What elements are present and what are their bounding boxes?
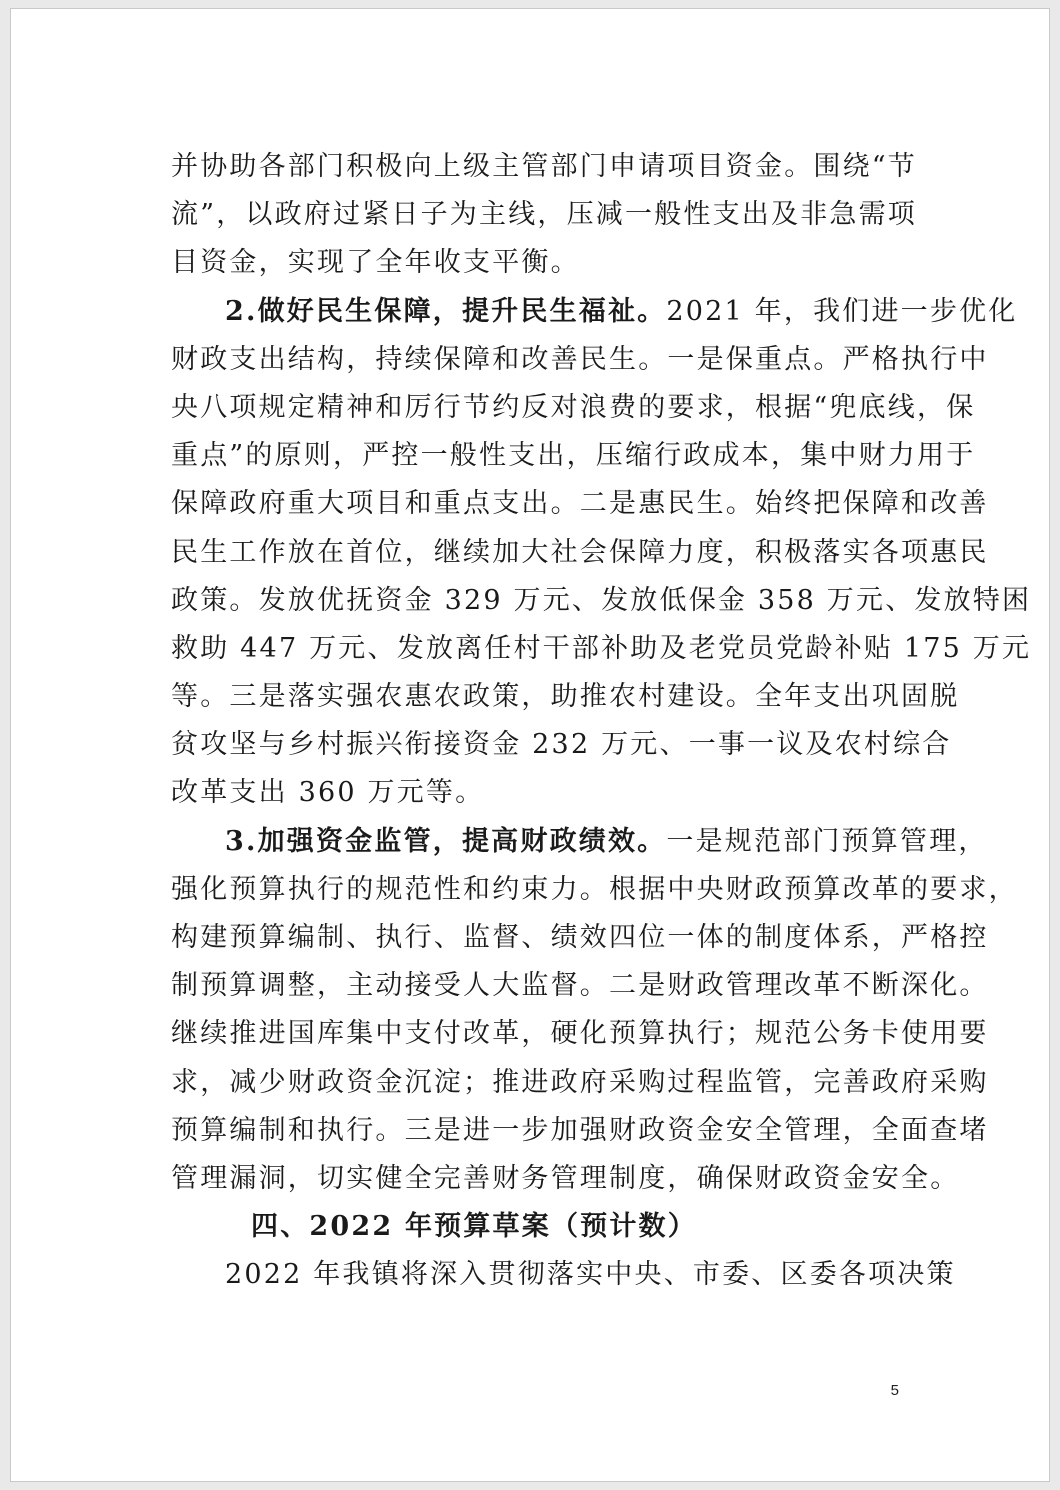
paragraph-line: 政策。发放优抚资金 329 万元、发放低保金 358 万元、发放特困 <box>171 584 1032 616</box>
body-text <box>171 143 1032 1300</box>
section-3-first-line <box>171 818 988 866</box>
paragraph-line: 贫攻坚与乡村振兴衔接资金 232 万元、一事一议及农村综合 <box>171 729 952 761</box>
paragraph-line: 并协助各部门积极向上级主管部门申请项目资金。围绕“节 <box>171 151 918 182</box>
paragraph-line: 央八项规定精神和厉行节约反对浪费的要求，根据“兜底线，保 <box>171 391 976 423</box>
page-number: 5 <box>890 1382 899 1399</box>
paragraph-line: 管理漏洞，切实健全完善财务管理制度，确保财政资金安全。 <box>171 1162 960 1194</box>
paragraph-line: 求，减少财政资金沉淀；推进政府采购过程监管，完善政府采购 <box>171 1066 989 1098</box>
section-4-first-line: 2022 年我镇将深入贯彻落实中央、市委、区委各项决策 <box>225 1259 956 1291</box>
paragraph-line: 构建预算编制、执行、监督、绩效四位一体的制度体系，严格控 <box>171 922 989 953</box>
paragraph-line: 救助 447 万元、发放离任村干部补助及老党员党龄补贴 175 万元 <box>171 632 1032 664</box>
paragraph-line: 继续推进国库集中支付改革，硬化预算执行；规范公务卡使用要 <box>171 1018 989 1050</box>
paragraph-line: 制预算调整，主动接受人大监督。二是财政管理改革不断深化。 <box>171 970 989 1002</box>
paragraph-line: 民生工作放在首位，继续加大社会保障力度，积极落实各项惠民 <box>171 536 989 568</box>
section-3-first-line-text: 一是规范部门预算管理， <box>666 825 988 857</box>
section-2-first-line-text: 2021 年，我们进一步优化 <box>666 295 1018 327</box>
paragraph-line: 预算编制和执行。三是进一步加强财政资金安全管理，全面查堵 <box>171 1114 989 1146</box>
paragraph-line: 重点”的原则，严控一般性支出，压缩行政成本，集中财力用于 <box>171 440 976 472</box>
paragraph-line: 流”，以政府过紧日子为主线，压减一般性支出及非急需项 <box>171 199 918 231</box>
section-3-heading: 3.加强资金监管，提高财政绩效。 <box>225 825 667 857</box>
document-page <box>10 8 1050 1482</box>
section-2-heading: 2.做好民生保障，提升民生福祉。 <box>225 295 667 327</box>
paragraph-line: 目资金，实现了全年收支平衡。 <box>171 247 580 279</box>
paragraph-line: 强化预算执行的规范性和约束力。根据中央财政预算改革的要求， <box>171 873 1018 905</box>
paragraph-line: 等。三是落实强农惠农政策，助推农村建设。全年支出巩固脱 <box>171 681 960 713</box>
section-2-first-line <box>171 288 1018 336</box>
paragraph-line: 财政支出结构，持续保障和改善民生。一是保重点。严格执行中 <box>171 343 989 375</box>
section-4-heading: 四、2022 年预算草案（预计数） <box>251 1211 697 1243</box>
paragraph-line: 保障政府重大项目和重点支出。二是惠民生。始终把保障和改善 <box>171 488 989 520</box>
paragraph-line: 改革支出 360 万元等。 <box>171 777 485 809</box>
